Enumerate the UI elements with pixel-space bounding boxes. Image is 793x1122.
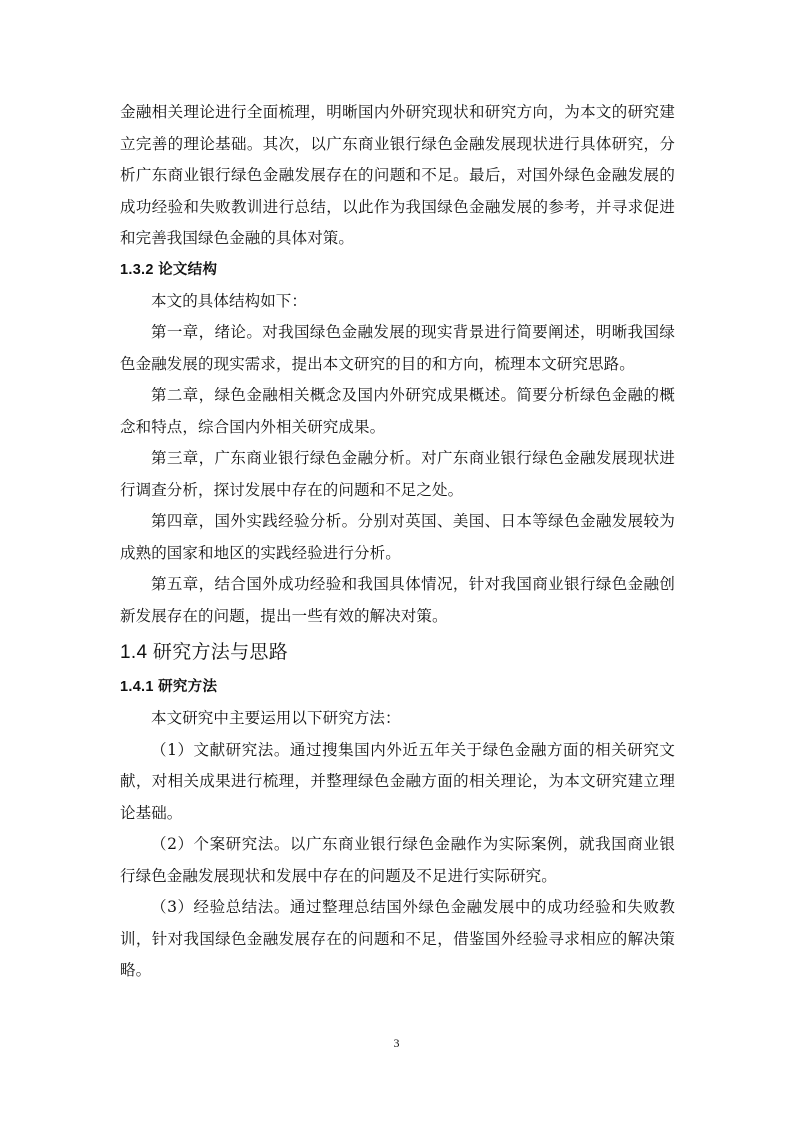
heading-1-3-2: 1.3.2 论文结构 <box>120 261 218 278</box>
structure-intro: 本文的具体结构如下： <box>151 291 308 310</box>
heading-1-4-1: 1.4.1 研究方法 <box>120 679 218 695</box>
methods-intro: 本文研究中主要运用以下研究方法： <box>151 709 401 727</box>
chapter-4-paragraph: 第四章，国外实践经验分析。分别对英国、美国、日本等绿色金融发展较为成熟的国家和地区的实践经验进行分析。 <box>120 512 675 562</box>
paragraph-continued: 金融相关理论进行全面梳理，明晰国内外研究现状和研究方向，为本文的研究建立完善的理论基础。其次，以广东商业银行绿色金融发展现状进行具体研究，分析广东商业银行绿色金融发展存在的问题和不足。最后，对国外绿色金融发展的成功经验和失败教训进行总结，以此作为我国绿色金融发展的参考，并寻求促进和完善我国绿色金融的具体对策。 <box>120 103 675 247</box>
chapter-2-paragraph: 第二章，绿色金融相关概念及国内外研究成果概述。简要分析绿色金融的概念和特点，综合国内外相关研究成果。 <box>120 386 675 436</box>
chapter-5-paragraph: 第五章，结合国外成功经验和我国具体情况，针对我国商业银行绿色金融创新发展存在的问题，提出一些有效的解决对策。 <box>120 575 675 625</box>
page-content <box>120 97 675 987</box>
method-2-paragraph: （2）个案研究法。以广东商业银行绿色金融作为实际案例，就我国商业银行绿色金融发展现状和发展中存在的问题及不足进行实际研究。 <box>120 835 675 885</box>
heading-1-4: 1.4 研究方法与思路 <box>120 642 288 663</box>
method-3-paragraph: （3）经验总结法。通过整理总结国外绿色金融发展中的成功经验和失败教训，针对我国绿色金融发展存在的问题和不足，借鉴国外经验寻求相应的解决策略。 <box>120 898 675 979</box>
chapter-1-paragraph: 第一章，绪论。对我国绿色金融发展的现实背景进行简要阐述，明晰我国绿色金融发展的现实需求，提出本文研究的目的和方向，梳理本文研究思路。 <box>120 323 675 373</box>
method-1-paragraph: （1）文献研究法。通过搜集国内外近五年关于绿色金融方面的相关研究文献，对相关成果进行梳理，并整理绿色金融方面的相关理论，为本文研究建立理论基础。 <box>120 740 675 822</box>
page-number: 3 <box>393 1036 400 1050</box>
chapter-3-paragraph: 第三章，广东商业银行绿色金融分析。对广东商业银行绿色金融发展现状进行调查分析，探讨发展中存在的问题和不足之处。 <box>120 449 675 499</box>
